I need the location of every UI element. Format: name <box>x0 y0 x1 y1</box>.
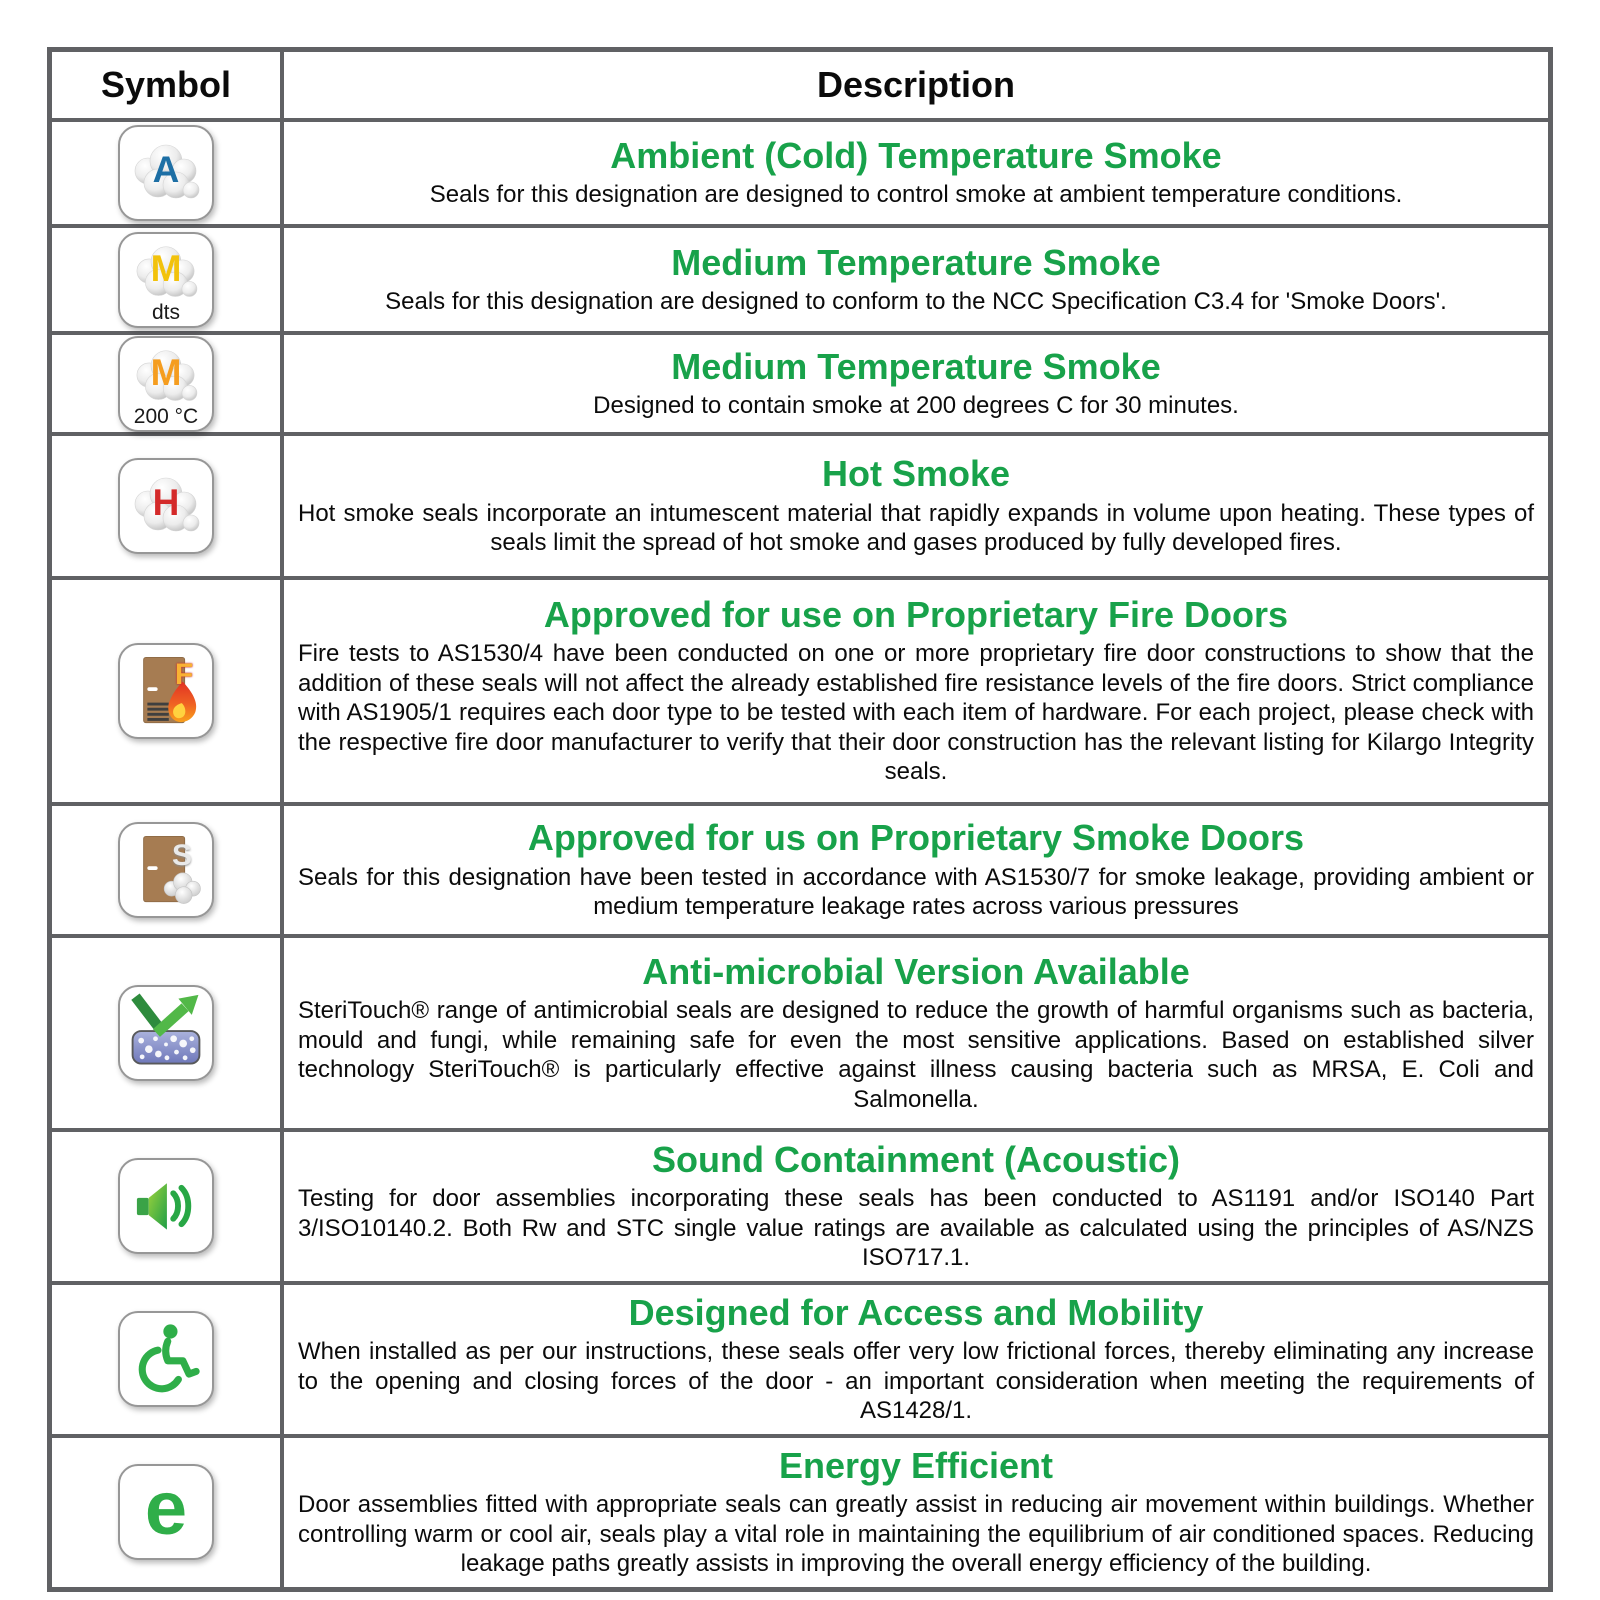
table-row <box>52 802 1548 934</box>
row-title: Approved for us on Proprietary Smoke Doors <box>527 817 1305 859</box>
row-body: Door assemblies fitted with appropriate seals can greatly assist in reducing air movement within buildings. Whether controlling warm or cool air, seals play a vital role in maintaining the equilibrium of air conditioned spaces. Reducing leakage paths greatly assists in improving the overall energy efficiency of the building. <box>298 1491 1534 1578</box>
anti-microbial-icon <box>118 985 214 1081</box>
description-cell <box>284 1438 1548 1587</box>
table-row <box>52 118 1548 224</box>
seal-legend-table <box>47 47 1553 1592</box>
row-title: Medium Temperature Smoke <box>671 345 1161 387</box>
medium-200c-letter: M <box>150 351 182 393</box>
medium-smoke-dts-icon <box>118 232 214 328</box>
row-body: SteriTouch® range of antimicrobial seals are designed to reduce the growth of harmful organisms such as bacteria, mould and fungi, while remaining safe for even the most sensitive applications. Based on established silver technology SteriTouch® is particularly effective against illness causing bacteria such as MRSA, E. Coli and Salmonella. <box>298 997 1534 1113</box>
row-body: Seals for this designation have been tested in accordance with AS1530/7 for smoke leakage, providing ambient or medium temperature leakage rates across various pressures <box>298 863 1534 921</box>
fire-door-icon <box>118 643 214 739</box>
row-body: Designed to contain smoke at 200 degrees C for 30 minutes. <box>593 391 1239 419</box>
dts-label: dts <box>151 300 180 324</box>
symbol-cell <box>52 806 284 934</box>
description-cell <box>284 580 1548 802</box>
description-header-cell <box>284 52 1548 118</box>
medium-dts-letter: M <box>150 247 182 289</box>
fire-door-letter: F <box>174 658 194 691</box>
symbol-header-cell <box>52 52 284 118</box>
row-body: When installed as per our instructions, these seals offer very low frictional forces, thereby eliminating any increase to the opening and closing forces of the door - an important consideration when meeting the requirements of AS1428/1. <box>298 1338 1534 1425</box>
symbol-cell <box>52 1438 284 1587</box>
row-title: Medium Temperature Smoke <box>671 241 1161 283</box>
access-mobility-wheelchair-icon <box>118 1311 214 1407</box>
description-cell <box>284 938 1548 1128</box>
table-row <box>52 1128 1548 1281</box>
symbol-cell <box>52 228 284 331</box>
medium-smoke-200c-icon <box>118 336 214 432</box>
symbol-cell <box>52 1285 284 1434</box>
description-cell <box>284 436 1548 576</box>
table-row <box>52 224 1548 331</box>
symbol-cell <box>52 580 284 802</box>
table-row <box>52 934 1548 1128</box>
symbol-cell <box>52 436 284 576</box>
description-cell <box>284 806 1548 934</box>
table-row <box>52 432 1548 576</box>
acoustic-speaker-icon <box>118 1158 214 1254</box>
row-title: Sound Containment (Acoustic) <box>652 1139 1180 1180</box>
row-title: Energy Efficient <box>778 1444 1054 1486</box>
description-cell <box>284 228 1548 331</box>
table-row <box>52 576 1548 802</box>
hot-smoke-icon <box>118 458 214 554</box>
ambient-letter: A <box>152 149 180 190</box>
energy-letter: e <box>144 1466 188 1552</box>
table-row <box>52 331 1548 432</box>
symbol-cell <box>52 938 284 1128</box>
temperature-label: 200 °C <box>133 404 199 428</box>
row-title: Approved for use on Proprietary Fire Doors <box>543 594 1289 636</box>
smoke-door-letter: S <box>171 839 192 872</box>
row-body: Testing for door assemblies incorporating these seals has been conducted to AS1191 and/or ISO140 Part 3/ISO10140.2. Both Rw and STC single value ratings are available as calculated using the principles of AS/NZS ISO717.1. <box>298 1185 1534 1272</box>
table-row <box>52 1281 1548 1434</box>
row-title: Ambient (Cold) Temperature Smoke <box>610 135 1222 177</box>
symbol-cell <box>52 335 284 432</box>
row-title: Hot Smoke <box>821 453 1011 495</box>
table-row <box>52 1434 1548 1587</box>
hot-smoke-letter: H <box>152 482 180 523</box>
row-body: Hot smoke seals incorporate an intumescent material that rapidly expands in volume upon heating. These types of seals limit the spread of hot smoke and gases produced by fully developed fires. <box>298 499 1534 557</box>
row-body: Fire tests to AS1530/4 have been conducted on one or more proprietary fire door constructions to show that the addition of these seals will not affect the already established fire resistance levels of the fire doors. Strict compliance with AS1905/1 requires each door type to be tested with each item of hardware. For each project, please check with the respective fire door manufacturer to verify that their door construction has the relevant listing for Kilargo Integrity seals. <box>298 640 1534 786</box>
description-cell <box>284 1132 1548 1281</box>
symbol-cell <box>52 122 284 224</box>
row-body: Seals for this designation are designed to control smoke at ambient temperature conditions. <box>429 181 1403 209</box>
description-cell <box>284 335 1548 432</box>
ambient-cold-smoke-icon <box>118 125 214 221</box>
row-body: Seals for this designation are designed to conform to the NCC Specification C3.4 for 'Smoke Doors'. <box>385 287 1447 315</box>
smoke-door-icon <box>118 822 214 918</box>
symbol-column-header: Symbol <box>100 64 232 105</box>
row-title: Anti-microbial Version Available <box>642 950 1190 992</box>
description-cell <box>284 122 1548 224</box>
description-column-header: Description <box>816 64 1016 105</box>
energy-efficient-icon <box>118 1464 214 1560</box>
table-header-row <box>52 52 1548 118</box>
description-cell <box>284 1285 1548 1434</box>
symbol-cell <box>52 1132 284 1281</box>
row-title: Designed for Access and Mobility <box>628 1291 1204 1333</box>
